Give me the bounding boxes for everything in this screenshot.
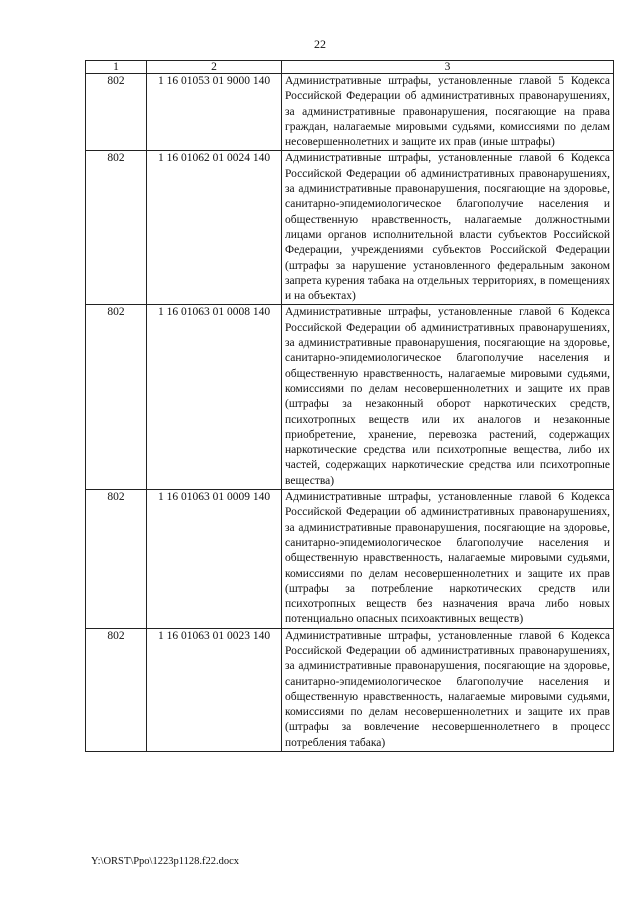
description-cell: Административные штрафы, установленные главой 6 Кодекса Российской Федерации об административных правонарушениях, за административные правонарушения, посягающие на здоровье, санитарно-эпидемиологическое благополучие населения и общественную нравственность, налагаемые мировыми судьями, комиссиями по делам несовершеннолетних и защите их прав (штрафы за потребление наркотических средств или психотропных веществ без назначения врача либо новых потенциально опасных психоактивных веществ) bbox=[282, 490, 614, 629]
admin-code-cell: 802 bbox=[86, 490, 147, 629]
footer-file-path: Y:\ORST\Ppo\1223p1128.f22.docx bbox=[91, 856, 239, 867]
revenue-codes-table bbox=[85, 60, 614, 752]
budget-code-cell: 1 16 01053 01 9000 140 bbox=[147, 74, 282, 151]
table-row bbox=[86, 74, 614, 151]
table-row bbox=[86, 305, 614, 490]
table-row bbox=[86, 490, 614, 629]
admin-code-cell: 802 bbox=[86, 305, 147, 490]
admin-code-cell: 802 bbox=[86, 151, 147, 305]
column-header-2: 2 bbox=[147, 61, 282, 74]
description-cell: Административные штрафы, установленные главой 6 Кодекса Российской Федерации об административных правонарушениях, за административные правонарушения, посягающие на здоровье, санитарно-эпидемиологическое благополучие населения и общественную нравственность, налагаемые мировыми судьями, комиссиями по делам несовершеннолетних и защите их прав (штрафы за вовлечение несовершеннолетнего в процесс потребления табака) bbox=[282, 628, 614, 751]
table-row bbox=[86, 151, 614, 305]
column-header-3: 3 bbox=[282, 61, 614, 74]
admin-code-cell: 802 bbox=[86, 74, 147, 151]
budget-code-cell: 1 16 01063 01 0008 140 bbox=[147, 305, 282, 490]
table-header-row bbox=[86, 61, 614, 74]
table-row bbox=[86, 628, 614, 751]
description-cell: Административные штрафы, установленные главой 6 Кодекса Российской Федерации об административных правонарушениях, за административные правонарушения, посягающие на здоровье, санитарно-эпидемиологическое благополучие населения и общественную нравственность, налагаемые мировыми судьями, комиссиями по делам несовершеннолетних и защите их прав (штрафы за незаконный оборот наркотических средств, психотропных веществ или их аналогов и незаконные приобретение, хранение, перевозка растений, содержащих наркотические средства или психотропные вещества, либо их частей, содержащих наркотические средства или психотропные вещества) bbox=[282, 305, 614, 490]
page-number: 22 bbox=[314, 37, 326, 51]
admin-code-cell: 802 bbox=[86, 628, 147, 751]
description-cell: Административные штрафы, установленные главой 6 Кодекса Российской Федерации об административных правонарушениях, за административные правонарушения, посягающие на здоровье, санитарно-эпидемиологическое благополучие населения и общественную нравственность, налагаемые должностными лицами органов исполнительной власти субъектов Российской Федерации, учреждениями субъектов Российской Федерации (штрафы за нарушение установленного федеральным законом запрета курения табака на отдельных территориях, в помещениях и на объектах) bbox=[282, 151, 614, 305]
budget-code-cell: 1 16 01062 01 0024 140 bbox=[147, 151, 282, 305]
budget-code-cell: 1 16 01063 01 0023 140 bbox=[147, 628, 282, 751]
column-header-1: 1 bbox=[86, 61, 147, 74]
description-cell: Административные штрафы, установленные главой 5 Кодекса Российской Федерации об административных правонарушениях, за административные правонарушения, посягающие на права граждан, налагаемые мировыми судьями, комиссиями по делам несовершеннолетних и защите их прав (иные штрафы) bbox=[282, 74, 614, 151]
budget-code-cell: 1 16 01063 01 0009 140 bbox=[147, 490, 282, 629]
